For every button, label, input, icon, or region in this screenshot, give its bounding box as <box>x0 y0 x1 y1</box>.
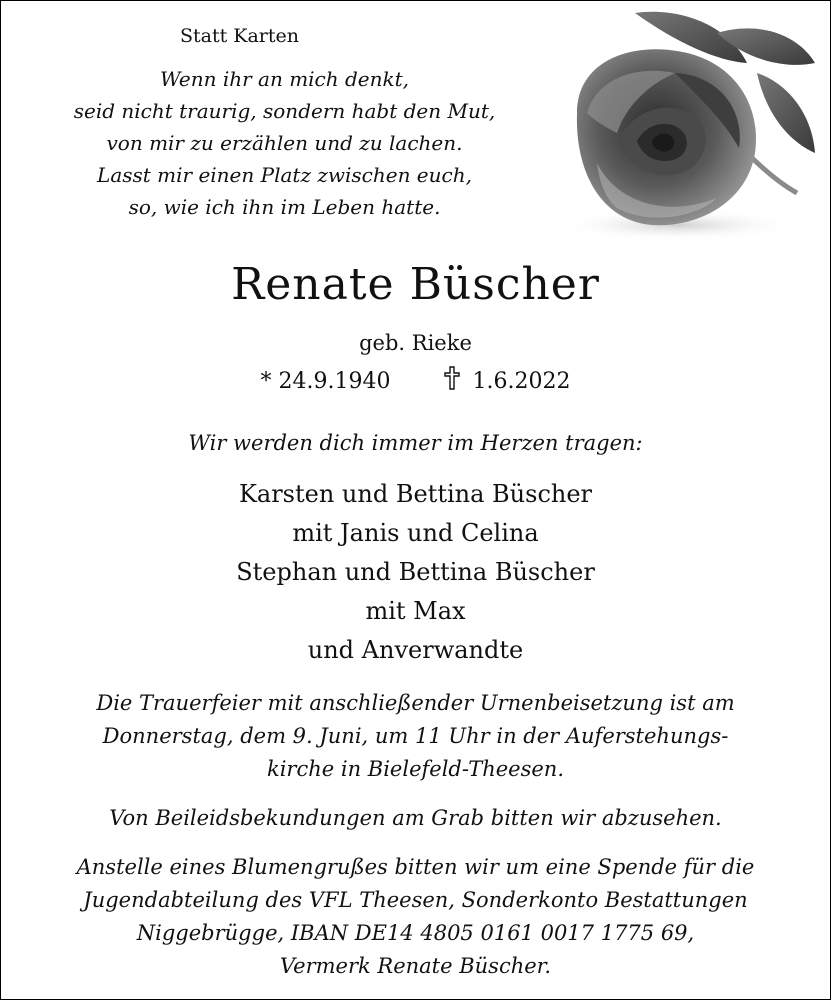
mourners-list <box>1 475 830 670</box>
service-line: kirche in Bielefeld-Theesen. <box>266 757 564 781</box>
mourner-line: und Anverwandte <box>307 636 524 664</box>
mourner-line: Stephan und Bettina Büscher <box>236 558 595 586</box>
donation-line: Anstelle eines Blumengrußes bitten wir um eine Spende für die <box>76 855 755 879</box>
mourners-intro: Wir werden dich immer im Herzen tragen: <box>188 431 643 455</box>
poem-line: Lasst mir einen Platz zwischen euch, <box>97 163 472 187</box>
service-info <box>1 687 830 786</box>
mourner-line: mit Janis und Celina <box>292 519 539 547</box>
poem-line: so, wie ich ihn im Leben hatte. <box>128 195 441 219</box>
mourner-line: Karsten und Bettina Büscher <box>238 480 593 508</box>
poem-line: seid nicht traurig, sondern habt den Mut, <box>73 99 496 123</box>
header-text: Statt Karten <box>179 25 299 47</box>
birth-date: * 24.9.1940 <box>260 369 391 394</box>
donation-line: Jugendabteilung des VFL Theesen, Sonderkonto Bestattungen <box>83 888 748 912</box>
donation-line: Niggebrügge, IBAN DE14 4805 0161 0017 1775 69, <box>136 921 695 945</box>
rose-image <box>557 3 819 243</box>
poem-line: Wenn ihr an mich denkt, <box>159 67 410 91</box>
poem-line: von mir zu erzählen und zu lachen. <box>106 131 463 155</box>
deceased-name: Renate Büscher <box>231 259 600 310</box>
donation-info <box>1 851 830 983</box>
mourner-line: mit Max <box>365 597 466 625</box>
birth-name: geb. Rieke <box>359 331 472 355</box>
condolence-note: Von Beileidsbekundungen am Grab bitten wir abzusehen. <box>109 806 722 830</box>
donation-line: Vermerk Renate Büscher. <box>279 954 552 978</box>
life-dates <box>1 366 830 394</box>
cross-icon <box>444 366 460 390</box>
service-line: Donnerstag, dem 9. Juni, um 11 Uhr in der Auferstehungs- <box>102 724 729 748</box>
poem <box>21 63 548 223</box>
service-line: Die Trauerfeier mit anschließender Urnenbeisetzung ist am <box>96 691 735 715</box>
death-date: 1.6.2022 <box>472 369 571 394</box>
